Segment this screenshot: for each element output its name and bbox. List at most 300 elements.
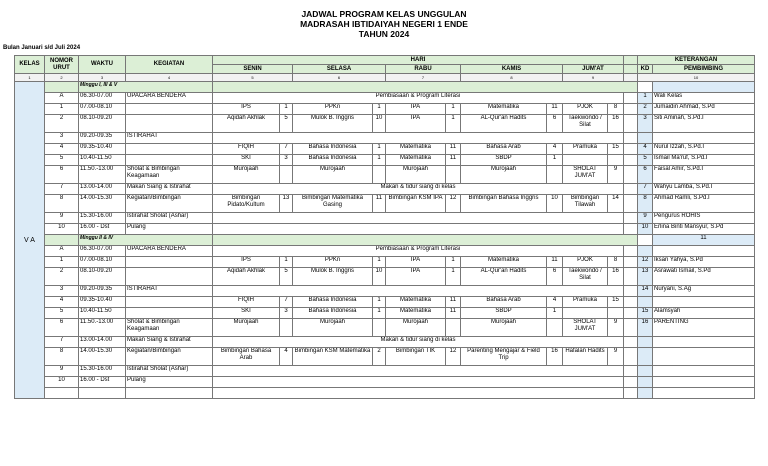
table-row: [15, 155, 755, 166]
senin-subject: FIQIH: [213, 297, 280, 308]
nomor-cell: 10: [45, 224, 79, 235]
jumat-subject: Bimbingan Tilawah: [563, 195, 608, 213]
week-label: Minggu I, III & V: [79, 82, 213, 93]
senin-kd: 1: [280, 257, 293, 268]
jumat-kd: 15: [608, 297, 624, 308]
table-row: [15, 166, 755, 184]
rabu-kd: 11: [446, 297, 461, 308]
rabu-subject: Bimbingan TIK: [386, 348, 446, 366]
pembimbing-cell: Nuryani, S.Ag: [653, 286, 755, 297]
kd-cell: 16: [638, 319, 653, 337]
selasa-kd: 2: [373, 348, 386, 366]
merged-activity: Makan & tidur siang di kelas: [213, 184, 624, 195]
nomor-cell: 8: [45, 348, 79, 366]
selasa-kd: 1: [373, 297, 386, 308]
kegiatan-cell: UPACARA BENDERA: [126, 246, 213, 257]
pembimbing-cell: PARENTING: [653, 319, 755, 337]
kd-cell: 3: [638, 115, 653, 133]
spacer-cell: [638, 235, 653, 246]
kd-cell: 13: [638, 268, 653, 286]
pembimbing-cell: Ismail Ma'ruf, S.Pd.I: [653, 155, 755, 166]
spacer-cell: [624, 184, 638, 195]
selasa-subject: Murojaah: [293, 319, 373, 337]
waktu-cell: 08.10-09.20: [79, 268, 126, 286]
pembimbing-cell: Iksan Yahya, S.Pd: [653, 257, 755, 268]
pembimbing-cell: Ahmad Ramli, S.Pd.I: [653, 195, 755, 213]
kd-cell: 6: [638, 166, 653, 184]
fill-cell: [213, 366, 624, 377]
pembimbing-cell: Alamsyah: [653, 308, 755, 319]
kegiatan-cell: [126, 388, 213, 399]
jumat-subject: SHOLAT JUM'AT: [563, 166, 608, 184]
pembimbing-cell: [653, 348, 755, 366]
kegiatan-cell: [126, 268, 213, 286]
header-hari: HARI: [213, 56, 624, 65]
rabu-subject: Murojaah: [386, 166, 446, 184]
pembimbing-cell: Wali Kelas: [653, 93, 755, 104]
selasa-subject: Bahasa Indonesia: [293, 308, 373, 319]
header-keterangan: KETERANGAN: [638, 56, 755, 65]
spacer-cell: [624, 133, 638, 144]
fill-cell: [213, 377, 624, 388]
waktu-cell: 11.50.-13.00: [79, 319, 126, 337]
kegiatan-cell: UPACARA BENDERA: [126, 93, 213, 104]
jumat-kd: 9: [608, 348, 624, 366]
selasa-kd: 10: [373, 115, 386, 133]
table-row: [15, 337, 755, 348]
senin-kd: 13: [280, 195, 293, 213]
header-kamis: KAMIS: [461, 65, 563, 74]
waktu-cell: 11.50.-13.00: [79, 166, 126, 184]
title-line-3: TAHUN 2024: [358, 29, 410, 39]
table-row: [15, 366, 755, 377]
spacer-cell: [624, 144, 638, 155]
kegiatan-cell: Kegiatan/Bimbingan: [126, 195, 213, 213]
selasa-subject: Mulok B. Inggris: [293, 115, 373, 133]
kd-cell: [638, 348, 653, 366]
header-kelas: KELAS: [15, 56, 45, 74]
kd-cell: 4: [638, 144, 653, 155]
senin-kd: [280, 319, 293, 337]
header-rabu: RABU: [386, 65, 461, 74]
table-row: [15, 297, 755, 308]
rabu-subject: Matematika: [386, 308, 446, 319]
waktu-cell: 06.30-07.00: [79, 93, 126, 104]
senin-subject: Murojaah: [213, 166, 280, 184]
spacer-cell: [624, 366, 638, 377]
selasa-kd: [373, 166, 386, 184]
kegiatan-cell: Pulang: [126, 224, 213, 235]
waktu-cell: 07.00-08.10: [79, 257, 126, 268]
selasa-subject: Bimbingan KSM Matematika: [293, 348, 373, 366]
header-kd: KD: [638, 65, 653, 74]
jumat-subject: Taekwondo / Silat: [563, 268, 608, 286]
selasa-kd: 1: [373, 308, 386, 319]
jumat-kd: 9: [608, 319, 624, 337]
week-fill: [213, 82, 638, 93]
selasa-kd: 1: [373, 144, 386, 155]
spacer-cell: [624, 195, 638, 213]
header-kegiatan: KEGIATAN: [126, 56, 213, 74]
kamis-subject: Bimbingan Bahasa Inggris: [461, 195, 547, 213]
selasa-kd: 11: [373, 195, 386, 213]
fill-cell: [213, 133, 624, 144]
kamis-subject: Bahasa Arab: [461, 144, 547, 155]
week-row: [15, 235, 755, 246]
jumat-subject: Pramuka: [563, 144, 608, 155]
jumat-kd: 9: [608, 166, 624, 184]
nomor-cell: 5: [45, 308, 79, 319]
table-row: [15, 257, 755, 268]
kd-cell: 7: [638, 184, 653, 195]
rabu-kd: 11: [446, 144, 461, 155]
selasa-subject: Murojaah: [293, 166, 373, 184]
kamis-kd: [547, 166, 563, 184]
pembimbing-cell: Faisal Amir, S.Pd.I: [653, 166, 755, 184]
kegiatan-cell: Kegiatan/Bimbingan: [126, 348, 213, 366]
kamis-subject: Matematika: [461, 257, 547, 268]
kamis-kd: 11: [547, 257, 563, 268]
kamis-subject: SBDP: [461, 155, 547, 166]
kegiatan-cell: ISTIRAHAT: [126, 133, 213, 144]
kamis-kd: 6: [547, 115, 563, 133]
header-senin: SENIN: [213, 65, 293, 74]
kamis-kd: 16: [547, 348, 563, 366]
table-row: [15, 268, 755, 286]
rabu-subject: IPA: [386, 257, 446, 268]
kegiatan-cell: Sholat & Bimbingan Keagamaan: [126, 319, 213, 337]
kd-cell: [638, 297, 653, 308]
kamis-subject: Matematika: [461, 104, 547, 115]
kd-cell: [638, 388, 653, 399]
table-row: [15, 319, 755, 337]
kegiatan-cell: [126, 115, 213, 133]
spacer-cell: [624, 377, 638, 388]
jumat-kd: 16: [608, 115, 624, 133]
kamis-kd: 11: [547, 104, 563, 115]
col-number: 1: [15, 74, 45, 82]
week-label: Minggu II & IV: [79, 235, 213, 246]
senin-kd: 3: [280, 308, 293, 319]
kegiatan-cell: [126, 155, 213, 166]
selasa-kd: [373, 319, 386, 337]
week-fill: [213, 235, 638, 246]
nomor-cell: 3: [45, 286, 79, 297]
selasa-subject: PPKn: [293, 257, 373, 268]
spacer-cell: [624, 319, 638, 337]
rabu-subject: IPA: [386, 115, 446, 133]
kegiatan-cell: [126, 308, 213, 319]
nomor-cell: 7: [45, 184, 79, 195]
waktu-cell: 09.20-09.35: [79, 133, 126, 144]
jumat-subject: SHOLAT JUM'AT: [563, 319, 608, 337]
kamis-subject: AL-Qur'an Hadits: [461, 268, 547, 286]
kd-cell: [638, 133, 653, 144]
header-waktu: WAKTU: [79, 56, 126, 74]
kamis-kd: [547, 319, 563, 337]
nomor-cell: 6: [45, 166, 79, 184]
pembimbing-cell: Wahyu Lamba, S.Pd.I: [653, 184, 755, 195]
waktu-cell: 10.40-11.50: [79, 155, 126, 166]
rabu-kd: [446, 319, 461, 337]
schedule-table: [14, 55, 755, 399]
selasa-subject: PPKn: [293, 104, 373, 115]
rabu-kd: 11: [446, 308, 461, 319]
jumat-subject: Hafalan Hadits: [563, 348, 608, 366]
waktu-cell: 09.35-10.40: [79, 297, 126, 308]
pembimbing-cell: [653, 377, 755, 388]
nomor-cell: 9: [45, 213, 79, 224]
kd-cell: 15: [638, 308, 653, 319]
senin-subject: Bimbingan Pidato/Kultum: [213, 195, 280, 213]
kegiatan-cell: [126, 297, 213, 308]
spacer-cell: [624, 268, 638, 286]
spacer-cell: [624, 257, 638, 268]
kd-cell: 1: [638, 93, 653, 104]
spacer-cell: [624, 337, 638, 348]
selasa-subject: Bahasa Indonesia: [293, 297, 373, 308]
nomor-cell: 8: [45, 195, 79, 213]
waktu-cell: 13.00-14.00: [79, 337, 126, 348]
spacer-cell: [624, 388, 638, 399]
waktu-cell: 07.00-08.10: [79, 104, 126, 115]
fill-cell: [213, 213, 624, 224]
table-row: [15, 213, 755, 224]
spacer-cell: [624, 213, 638, 224]
rabu-subject: Matematika: [386, 144, 446, 155]
table-row: [15, 348, 755, 366]
nomor-cell: 7: [45, 337, 79, 348]
table-row: [15, 246, 755, 257]
senin-subject: SKI: [213, 308, 280, 319]
pembimbing-cell: [653, 297, 755, 308]
pembimbing-cell: Asrawati Ismail, S.Pd: [653, 268, 755, 286]
pembimbing-cell: [653, 366, 755, 377]
title-line-1: JADWAL PROGRAM KELAS UNGGULAN: [301, 9, 467, 19]
kamis-kd: 10: [547, 195, 563, 213]
kamis-subject: Murojaah: [461, 166, 547, 184]
selasa-subject: Bahasa Indonesia: [293, 144, 373, 155]
nomor-cell: A: [45, 246, 79, 257]
spacer-cell: [624, 308, 638, 319]
waktu-cell: 09.35-10.40: [79, 144, 126, 155]
nomor-cell: 10: [45, 377, 79, 388]
pembimbing-cell: Pengurus ROHIS: [653, 213, 755, 224]
kegiatan-cell: Makan Siang & Istirahat: [126, 184, 213, 195]
merged-activity: Makan & tidur siang di kelas: [213, 337, 624, 348]
jumat-subject: [563, 308, 608, 319]
jumat-kd: [608, 155, 624, 166]
kamis-kd: 1: [547, 308, 563, 319]
nomor-cell: A: [45, 93, 79, 104]
senin-kd: 5: [280, 115, 293, 133]
kd-cell: 12: [638, 257, 653, 268]
jumat-kd: 8: [608, 257, 624, 268]
spacer-cell: [624, 224, 638, 235]
rabu-kd: 12: [446, 348, 461, 366]
nomor-cell: 1: [45, 257, 79, 268]
fill-cell: [213, 388, 624, 399]
selasa-subject: Bimbingan Matematika Gasing: [293, 195, 373, 213]
waktu-cell: 16.00 - Dst: [79, 377, 126, 388]
pembimbing-cell: Nurul Izzah, S.Pd.I: [653, 144, 755, 155]
senin-subject: SKI: [213, 155, 280, 166]
merged-activity: Pembiasaan & Program Literasi: [213, 93, 624, 104]
jumat-subject: [563, 155, 608, 166]
rabu-subject: Matematika: [386, 155, 446, 166]
col-number: 7: [386, 74, 461, 82]
jumat-kd: 15: [608, 144, 624, 155]
kamis-kd: 4: [547, 297, 563, 308]
selasa-kd: 1: [373, 155, 386, 166]
nomor-cell: [45, 388, 79, 399]
spacer-cell: [624, 166, 638, 184]
rabu-kd: 1: [446, 268, 461, 286]
kelas-cell: V A: [15, 82, 45, 399]
period-label: Bulan Januari s/d Juli 2024: [3, 45, 81, 51]
table-row: [15, 388, 755, 399]
senin-kd: 7: [280, 144, 293, 155]
rabu-kd: 1: [446, 104, 461, 115]
col-number: 5: [213, 74, 293, 82]
senin-subject: Bimbingan Bahasa Arab: [213, 348, 280, 366]
kd-cell: 11: [653, 235, 755, 246]
table-row: [15, 184, 755, 195]
waktu-cell: 13.00-14.00: [79, 184, 126, 195]
header-selasa: SELASA: [293, 65, 386, 74]
pembimbing-cell: Siti Aminah, S.Pd.I: [653, 115, 755, 133]
table-row: [15, 286, 755, 297]
kegiatan-cell: Istirahat Sholat (Ashar): [126, 213, 213, 224]
table-row: [15, 195, 755, 213]
senin-kd: 4: [280, 348, 293, 366]
senin-kd: [280, 166, 293, 184]
kd-cell: 5: [638, 155, 653, 166]
kegiatan-cell: [126, 257, 213, 268]
kd-cell: [638, 366, 653, 377]
week-fill: [45, 235, 79, 246]
jumat-kd: [608, 308, 624, 319]
spacer-cell: [624, 104, 638, 115]
senin-subject: Aqidah Akhlak: [213, 115, 280, 133]
header-pembimbing: PEMBIMBING: [653, 65, 755, 74]
rabu-subject: Matematika: [386, 297, 446, 308]
senin-subject: FIQIH: [213, 144, 280, 155]
jumat-kd: 14: [608, 195, 624, 213]
kamis-subject: AL-Qur'an Hadits: [461, 115, 547, 133]
kd-cell: 14: [638, 286, 653, 297]
senin-kd: 1: [280, 104, 293, 115]
selasa-kd: 1: [373, 104, 386, 115]
kd-cell: [638, 246, 653, 257]
title-line-2: MADRASAH IBTIDAIYAH NEGERI 1 ENDE: [300, 19, 468, 29]
kegiatan-cell: Makan Siang & Istirahat: [126, 337, 213, 348]
senin-kd: 3: [280, 155, 293, 166]
rabu-subject: IPA: [386, 268, 446, 286]
nomor-cell: 3: [45, 133, 79, 144]
kamis-kd: 1: [547, 155, 563, 166]
nomor-cell: 4: [45, 297, 79, 308]
senin-kd: 7: [280, 297, 293, 308]
nomor-cell: 4: [45, 144, 79, 155]
jumat-kd: 8: [608, 104, 624, 115]
col-number: 4: [126, 74, 213, 82]
senin-subject: Aqidah Akhlak: [213, 268, 280, 286]
kegiatan-cell: Pulang: [126, 377, 213, 388]
col-number: 2: [45, 74, 79, 82]
table-row: [15, 104, 755, 115]
spacer-cell: [624, 155, 638, 166]
kamis-subject: Bahasa Arab: [461, 297, 547, 308]
header-jumat: JUM'AT: [563, 65, 624, 74]
waktu-cell: 08.10-09.20: [79, 115, 126, 133]
waktu-cell: 15.30-16.00: [79, 213, 126, 224]
table-row: [15, 144, 755, 155]
kegiatan-cell: [126, 144, 213, 155]
rabu-kd: 12: [446, 195, 461, 213]
kd-cell: 8: [638, 195, 653, 213]
col-number: 3: [79, 74, 126, 82]
rabu-subject: Bimbingan KSM IPA: [386, 195, 446, 213]
table-row: [15, 115, 755, 133]
kegiatan-cell: Istirahat Sholat (Ashar): [126, 366, 213, 377]
kd-cell: [653, 82, 755, 93]
rabu-kd: 11: [446, 155, 461, 166]
senin-subject: Murojaah: [213, 319, 280, 337]
waktu-cell: 10.40-11.50: [79, 308, 126, 319]
spacer-cell: [624, 348, 638, 366]
pembimbing-cell: Erlina Binti Mansyur, S.Pd: [653, 224, 755, 235]
waktu-cell: 09.20-09.35: [79, 286, 126, 297]
nomor-cell: 6: [45, 319, 79, 337]
kamis-subject: Murojaah: [461, 319, 547, 337]
kamis-subject: SBDP: [461, 308, 547, 319]
spacer-cell: [624, 246, 638, 257]
waktu-cell: 06.30-07.00: [79, 246, 126, 257]
rabu-kd: [446, 166, 461, 184]
spacer-cell: [624, 286, 638, 297]
kamis-kd: 6: [547, 268, 563, 286]
selasa-subject: Mulok B. Inggris: [293, 268, 373, 286]
table-row: [15, 133, 755, 144]
selasa-kd: 10: [373, 268, 386, 286]
jumat-kd: 16: [608, 268, 624, 286]
kd-cell: [638, 337, 653, 348]
nomor-cell: 5: [45, 155, 79, 166]
selasa-kd: 1: [373, 257, 386, 268]
waktu-cell: [79, 388, 126, 399]
senin-subject: IPS: [213, 257, 280, 268]
spacer-cell: [624, 93, 638, 104]
pembimbing-cell: [653, 337, 755, 348]
kd-cell: 9: [638, 213, 653, 224]
kd-cell: 10: [638, 224, 653, 235]
merged-activity: Pembiasaan & Program Literasi: [213, 246, 624, 257]
col-number: 9: [563, 74, 624, 82]
table-row: [15, 308, 755, 319]
kegiatan-cell: Sholat & Bimbingan Keagamaan: [126, 166, 213, 184]
nomor-cell: 1: [45, 104, 79, 115]
senin-kd: 5: [280, 268, 293, 286]
nomor-cell: 2: [45, 115, 79, 133]
table-row: [15, 224, 755, 235]
kd-cell: [638, 377, 653, 388]
rabu-subject: Murojaah: [386, 319, 446, 337]
col-number: 8: [461, 74, 563, 82]
kamis-kd: 4: [547, 144, 563, 155]
spacer-cell: [624, 297, 638, 308]
pembimbing-cell: [653, 246, 755, 257]
